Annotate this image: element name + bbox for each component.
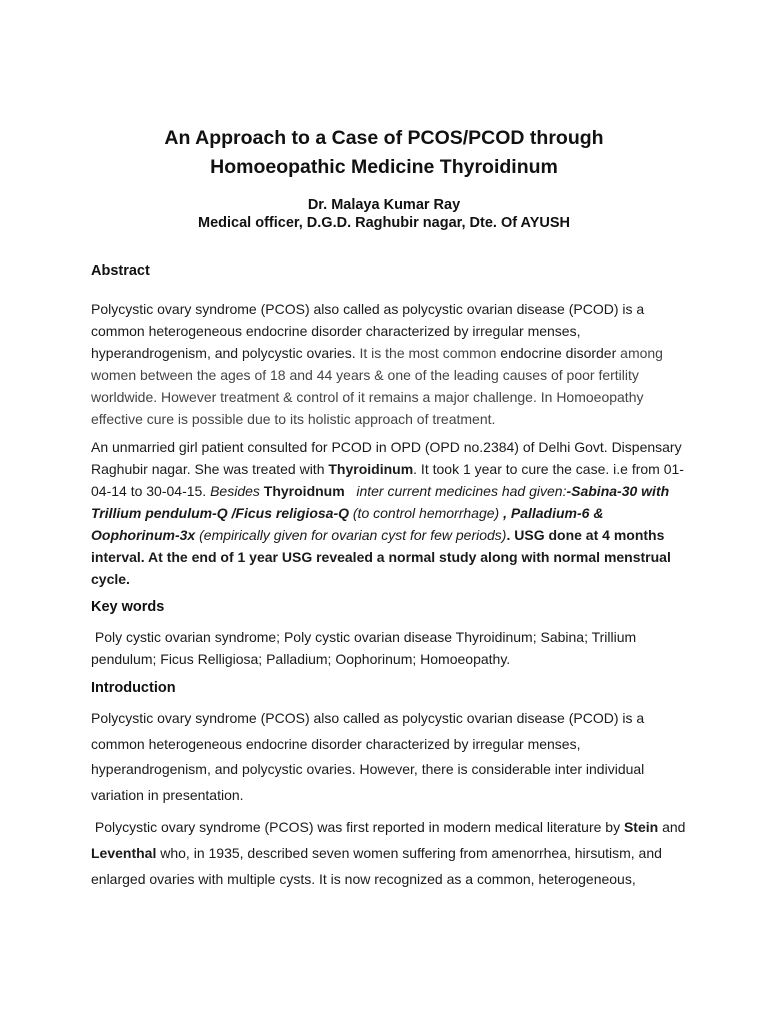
- text-span: among: [616, 345, 663, 361]
- text-line: Polycystic ovary syndrome (PCOS) also called as polycystic ovarian disease (PCOD) is a: [91, 710, 645, 726]
- text-span: It is the most common: [355, 345, 501, 361]
- text-span: Leventhal: [91, 845, 157, 861]
- text-span: Stein: [623, 819, 659, 835]
- text-line: cycle.: [91, 571, 130, 587]
- keywords-paragraph: [91, 626, 691, 670]
- text-line: interval. At the end of 1 year USG revealed a normal study along with normal menstrual: [91, 549, 671, 565]
- paper-title: [0, 124, 768, 182]
- text-line: pendulum; Ficus Relligiosa; Palladium; Oophorinum; Homoeopathy.: [91, 651, 511, 667]
- text-line: common heterogeneous endocrine disorder characterized by irregular menses,: [91, 323, 581, 339]
- text-line: enlarged ovaries with multiple cysts. It is now recognized as a common, heterogeneous,: [91, 871, 636, 887]
- author-affiliation: Medical officer, D.G.D. Raghubir nagar, Dte. Of AYUSH: [198, 215, 570, 231]
- text-span: Raghubir nagar. She was treated with: [91, 461, 329, 477]
- text-span: Oophorinum-3x: [91, 527, 196, 543]
- text-line: worldwide. However treatment & control of it remains a major challenge. In Homoeopathy: [91, 389, 644, 405]
- text-line: Poly cystic ovarian syndrome; Poly cystic ovarian disease Thyroidinum; Sabina; Trillium: [91, 629, 637, 645]
- text-line: [91, 458, 691, 480]
- text-span: Thyroidnum: [263, 483, 345, 499]
- keywords-heading: Key words: [91, 599, 165, 615]
- title-line-1: An Approach to a Case of PCOS/PCOD through: [164, 127, 604, 149]
- text-line: effective cure is possible due to its holistic approach of treatment.: [91, 411, 496, 427]
- abstract-paragraph-2: [91, 436, 691, 590]
- text-span: who, in 1935, described seven women suffering from amenorrhea, hirsutism, and: [156, 845, 662, 861]
- text-line: [91, 814, 691, 840]
- text-line: women between the ages of 18 and 44 years & one of the leading causes of poor fertility: [91, 367, 639, 383]
- text-line: [91, 342, 691, 364]
- text-line: hyperandrogenism, and polycystic ovaries. However, there is considerable inter individual: [91, 761, 645, 777]
- text-line: [91, 524, 691, 546]
- text-line: Polycystic ovary syndrome (PCOS) also called as polycystic ovarian disease (PCOD) is a: [91, 301, 645, 317]
- introduction-paragraph-2: [91, 814, 691, 892]
- introduction-paragraph-1: [91, 706, 691, 808]
- text-span: 04-14 to 30-04-15.: [91, 483, 211, 499]
- text-span: Trillium pendulum-Q /Ficus religiosa-Q: [91, 505, 349, 521]
- text-span: and: [658, 819, 686, 835]
- text-span: -Sabina-30 with: [566, 483, 670, 499]
- introduction-heading: Introduction: [91, 680, 176, 696]
- text-span: hyperandrogenism, and polycystic ovaries.: [91, 345, 356, 361]
- title-line-2: Homoeopathic Medicine Thyroidinum: [210, 156, 558, 178]
- text-line: An unmarried girl patient consulted for PCOD in OPD (OPD no.2384) of Delhi Govt. Dispensary: [91, 439, 682, 455]
- text-span: . It took 1 year to cure the case. i.e from 01-: [413, 461, 684, 477]
- text-span: Besides: [210, 483, 264, 499]
- text-span: (empirically given for ovarian cyst for few periods): [195, 527, 507, 543]
- text-line: variation in presentation.: [91, 786, 244, 803]
- text-span: . USG done at 4 months: [506, 527, 665, 543]
- text-span: (to control hemorrhage): [349, 505, 500, 521]
- text-line: [91, 840, 691, 866]
- text-line: [91, 502, 691, 524]
- text-span: Thyroidinum: [328, 461, 414, 477]
- text-span: endocrine disorder: [500, 345, 617, 361]
- text-span: Polycystic ovary syndrome (PCOS) was first reported in modern medical literature by: [91, 819, 624, 835]
- abstract-paragraph-1: [91, 298, 691, 430]
- text-line: common heterogeneous endocrine disorder characterized by irregular menses,: [91, 735, 581, 752]
- text-span: inter current medicines had given:: [344, 483, 567, 499]
- author-name: Dr. Malaya Kumar Ray: [307, 197, 461, 213]
- author-block: [0, 196, 768, 232]
- text-span: , Palladium-6 &: [499, 505, 604, 521]
- text-line: [91, 480, 691, 502]
- abstract-heading: Abstract: [91, 263, 150, 279]
